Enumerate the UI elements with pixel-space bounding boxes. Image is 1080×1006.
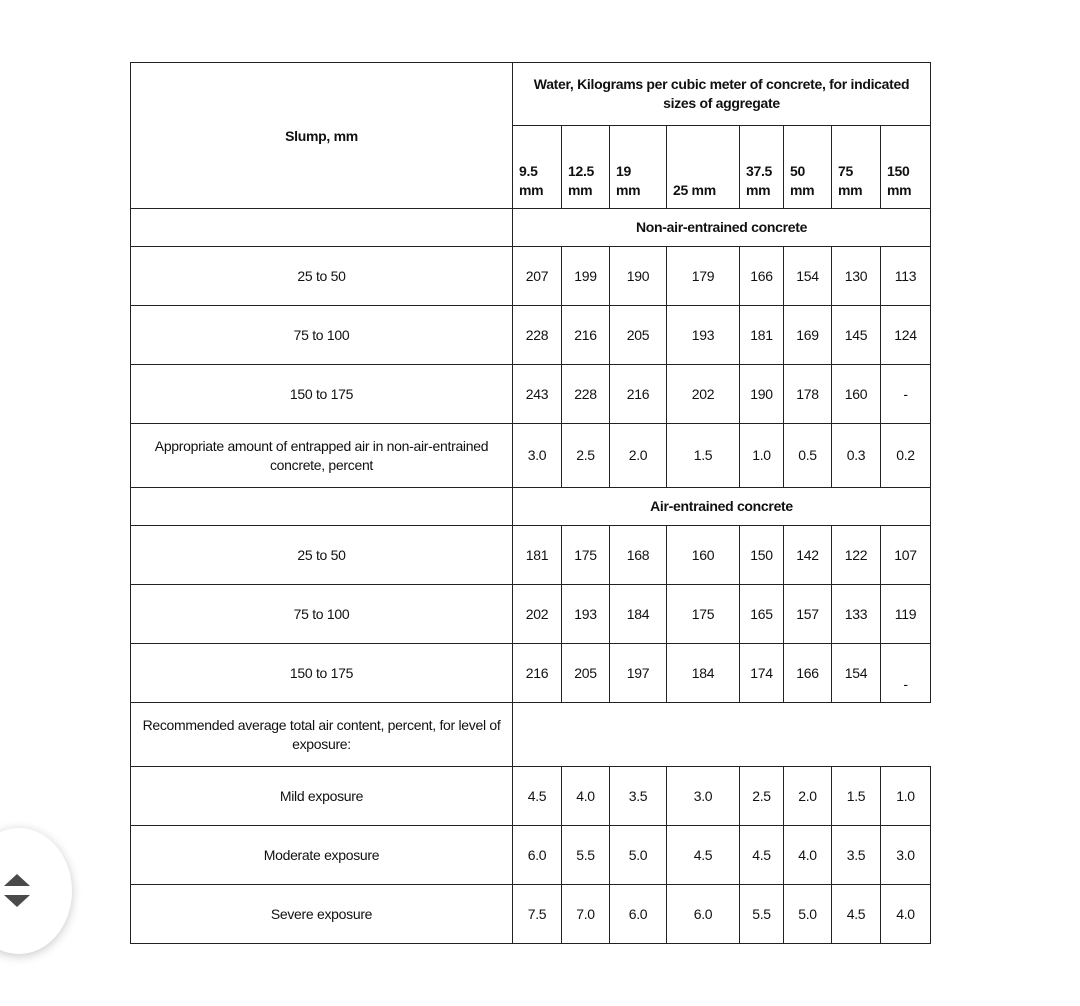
table-row bbox=[131, 767, 931, 826]
row-label: Appropriate amount of entrapped air in non-air-entrained concrete, percent bbox=[131, 424, 513, 488]
table-cell: 145 bbox=[832, 306, 881, 365]
table-row-entrapped-air bbox=[131, 424, 931, 488]
table-row bbox=[131, 885, 931, 944]
table-cell: 150 bbox=[740, 526, 784, 585]
chevron-up-icon[interactable] bbox=[4, 874, 30, 886]
aggregate-size-header: 25 mm bbox=[667, 126, 740, 209]
table-cell: 2.5 bbox=[562, 424, 610, 488]
table-cell: 216 bbox=[562, 306, 610, 365]
table-cell: 6.0 bbox=[667, 885, 740, 944]
table-cell: 179 bbox=[667, 247, 740, 306]
aggregate-size-header: 150 mm bbox=[881, 126, 931, 209]
table-cell: 6.0 bbox=[610, 885, 667, 944]
table-cell: 2.5 bbox=[740, 767, 784, 826]
chevron-down-icon[interactable] bbox=[4, 895, 30, 907]
table-cell: 228 bbox=[562, 365, 610, 424]
table-cell: 154 bbox=[784, 247, 832, 306]
table-cell: 4.5 bbox=[832, 885, 881, 944]
table-cell: 3.0 bbox=[667, 767, 740, 826]
row-label: 25 to 50 bbox=[131, 247, 513, 306]
table-cell: 1.0 bbox=[881, 767, 931, 826]
table-cell: 165 bbox=[740, 585, 784, 644]
table-cell: 190 bbox=[610, 247, 667, 306]
table-cell: 1.5 bbox=[832, 767, 881, 826]
table-cell: 2.0 bbox=[784, 767, 832, 826]
table-cell: 0.3 bbox=[832, 424, 881, 488]
table-cell: 4.5 bbox=[667, 826, 740, 885]
table-cell: 0.2 bbox=[881, 424, 931, 488]
table-cell: 243 bbox=[513, 365, 562, 424]
table-cell: 4.0 bbox=[562, 767, 610, 826]
table-cell: 3.5 bbox=[610, 767, 667, 826]
table-cell: 178 bbox=[784, 365, 832, 424]
table-cell: 0.5 bbox=[784, 424, 832, 488]
table-cell: 174 bbox=[740, 644, 784, 703]
row-label: 75 to 100 bbox=[131, 306, 513, 365]
section-row-air bbox=[131, 488, 931, 526]
water-content-table bbox=[130, 62, 931, 944]
table-cell: - bbox=[881, 644, 931, 703]
table-row bbox=[131, 826, 931, 885]
table-cell: 216 bbox=[610, 365, 667, 424]
table-cell: 181 bbox=[740, 306, 784, 365]
table-cell: 1.5 bbox=[667, 424, 740, 488]
header-row-top bbox=[131, 63, 931, 126]
table-cell: 184 bbox=[667, 644, 740, 703]
table-cell: 184 bbox=[610, 585, 667, 644]
table-row bbox=[131, 247, 931, 306]
table-cell: 7.0 bbox=[562, 885, 610, 944]
table-cell: 4.0 bbox=[784, 826, 832, 885]
table-cell: 207 bbox=[513, 247, 562, 306]
scroll-control-button[interactable] bbox=[0, 828, 72, 954]
row-label: Recommended average total air content, percent, for level of exposure: bbox=[131, 703, 513, 767]
table-cell: 107 bbox=[881, 526, 931, 585]
row-label: 150 to 175 bbox=[131, 365, 513, 424]
table-cell: 166 bbox=[784, 644, 832, 703]
section-title-non-air: Non-air-entrained concrete bbox=[513, 209, 931, 247]
table-cell: 166 bbox=[740, 247, 784, 306]
empty-label-cell bbox=[131, 488, 513, 526]
table-cell: 113 bbox=[881, 247, 931, 306]
table-cell: 193 bbox=[667, 306, 740, 365]
table-cell: 133 bbox=[832, 585, 881, 644]
table-cell: 157 bbox=[784, 585, 832, 644]
aggregate-size-header: 37.5 mm bbox=[740, 126, 784, 209]
table-cell: 119 bbox=[881, 585, 931, 644]
table-cell: 124 bbox=[881, 306, 931, 365]
table-cell: 3.0 bbox=[513, 424, 562, 488]
aggregate-size-header: 19 mm bbox=[610, 126, 667, 209]
aggregate-size-header: 75 mm bbox=[832, 126, 881, 209]
table-row bbox=[131, 526, 931, 585]
table-cell: 3.5 bbox=[832, 826, 881, 885]
row-label: 75 to 100 bbox=[131, 585, 513, 644]
table-cell: 122 bbox=[832, 526, 881, 585]
table-cell: 5.0 bbox=[784, 885, 832, 944]
table-cell: - bbox=[881, 365, 931, 424]
table-cell: 130 bbox=[832, 247, 881, 306]
row-label: Severe exposure bbox=[131, 885, 513, 944]
table-cell: 5.5 bbox=[562, 826, 610, 885]
table-cell: 168 bbox=[610, 526, 667, 585]
table-cell: 2.0 bbox=[610, 424, 667, 488]
water-content-table-container bbox=[130, 62, 930, 944]
slump-header: Slump, mm bbox=[131, 63, 513, 209]
aggregate-size-header: 50 mm bbox=[784, 126, 832, 209]
table-row bbox=[131, 644, 931, 703]
empty-label-cell bbox=[131, 209, 513, 247]
water-header: Water, Kilograms per cubic meter of concrete, for indicated sizes of aggregate bbox=[513, 63, 931, 126]
table-cell: 142 bbox=[784, 526, 832, 585]
table-cell: 197 bbox=[610, 644, 667, 703]
table-cell: 160 bbox=[832, 365, 881, 424]
table-cell: 193 bbox=[562, 585, 610, 644]
table-row bbox=[131, 306, 931, 365]
aggregate-size-header: 12.5 mm bbox=[562, 126, 610, 209]
table-row-recommended bbox=[131, 703, 931, 767]
table-cell: 205 bbox=[610, 306, 667, 365]
table-cell: 199 bbox=[562, 247, 610, 306]
table-cell: 4.5 bbox=[740, 826, 784, 885]
row-label: 25 to 50 bbox=[131, 526, 513, 585]
table-cell: 216 bbox=[513, 644, 562, 703]
table-cell: 175 bbox=[667, 585, 740, 644]
table-cell: 4.0 bbox=[881, 885, 931, 944]
table-cell: 205 bbox=[562, 644, 610, 703]
table-cell: 4.5 bbox=[513, 767, 562, 826]
table-cell: 154 bbox=[832, 644, 881, 703]
section-title-air: Air-entrained concrete bbox=[513, 488, 931, 526]
table-cell: 190 bbox=[740, 365, 784, 424]
row-label: 150 to 175 bbox=[131, 644, 513, 703]
table-cell: 228 bbox=[513, 306, 562, 365]
table-cell: 1.0 bbox=[740, 424, 784, 488]
table-cell: 202 bbox=[667, 365, 740, 424]
table-cell: 5.0 bbox=[610, 826, 667, 885]
aggregate-size-header: 9.5 mm bbox=[513, 126, 562, 209]
row-label: Mild exposure bbox=[131, 767, 513, 826]
row-label: Moderate exposure bbox=[131, 826, 513, 885]
table-cell: 5.5 bbox=[740, 885, 784, 944]
table-cell: 181 bbox=[513, 526, 562, 585]
table-cell: 6.0 bbox=[513, 826, 562, 885]
table-cell: 7.5 bbox=[513, 885, 562, 944]
table-cell: 169 bbox=[784, 306, 832, 365]
table-row bbox=[131, 365, 931, 424]
table-cell: 202 bbox=[513, 585, 562, 644]
table-cell: 175 bbox=[562, 526, 610, 585]
empty-values-cell bbox=[513, 703, 931, 767]
table-row bbox=[131, 585, 931, 644]
section-row-non-air bbox=[131, 209, 931, 247]
table-cell: 3.0 bbox=[881, 826, 931, 885]
table-cell: 160 bbox=[667, 526, 740, 585]
